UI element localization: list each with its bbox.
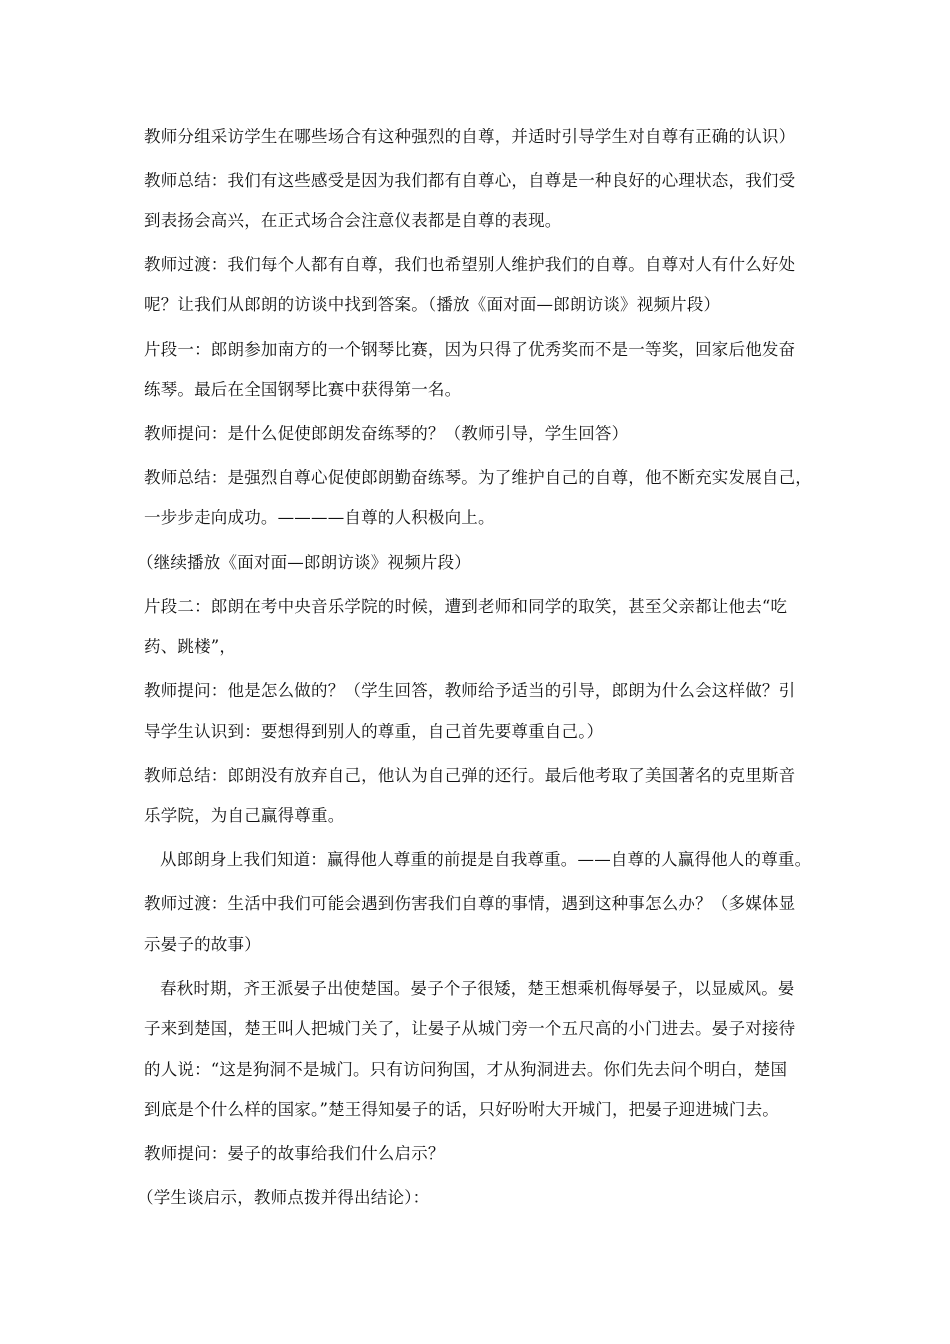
text-line: 呢？让我们从郎朗的访谈中找到答案。（播放《面对面—郎朗访谈》视频片段） [144,295,721,314]
text-line: 一步步走向成功。————自尊的人积极向上。 [144,508,495,527]
text-line: 教师总结：郎朗没有放弃自己，他认为自己弹的还行。最后他考取了美国著名的克里斯音 [144,766,796,785]
text-line: 教师提问：晏子的故事给我们什么启示？ [144,1144,445,1163]
text-line: 教师分组采访学生在哪些场合有这种强烈的自尊，并适时引导学生对自尊有正确的认识） [144,127,796,146]
text-line: 药、跳楼”， [144,637,237,656]
text-line: 的人说：“这是狗洞不是城门。只有访问狗国，才从狗洞进去。你们先去问个明白，楚国 [144,1060,788,1079]
text-line: 从郎朗身上我们知道：赢得他人尊重的前提是自我尊重。——自尊的人赢得他人的尊重。 [160,850,812,869]
text-line: 乐学院，为自己赢得尊重。 [144,806,345,825]
text-line: 教师提问：他是怎么做的？（学生回答，教师给予适当的引导，郎朗为什么会这样做？引 [144,681,796,700]
text-line: 子来到楚国，楚王叫人把城门关了，让晏子从城门旁一个五尺高的小门进去。晏子对接待 [144,1019,796,1038]
text-line: 导学生认识到：要想得到别人的尊重，自己首先要尊重自己。） [144,722,604,741]
text-line: 到表扬会高兴，在正式场合会注意仪表都是自尊的表现。 [144,211,562,230]
text-line: 片段一：郎朗参加南方的一个钢琴比赛，因为只得了优秀奖而不是一等奖，回家后他发奋 [144,340,796,359]
text-line: 春秋时期，齐王派晏子出使楚国。晏子个子很矮，楚王想乘机侮辱晏子，以显威风。晏 [160,979,795,998]
text-line: 教师过渡：我们每个人都有自尊，我们也希望别人维护我们的自尊。自尊对人有什么好处 [144,255,796,274]
text-line: 教师提问：是什么促使郎朗发奋练琴的？（教师引导，学生回答） [144,424,629,443]
text-line: 教师总结：是强烈自尊心促使郎朗勤奋练琴。为了维护自己的自尊，他不断充实发展自己， [144,468,812,487]
text-line: （继续播放《面对面—郎朗访谈》视频片段） [137,553,471,572]
text-line: 教师过渡：生活中我们可能会遇到伤害我们自尊的事情，遇到这种事怎么办？（多媒体显 [144,894,796,913]
text-line: （学生谈启示，教师点拨并得出结论）： [137,1188,430,1207]
text-line: 片段二：郎朗在考中央音乐学院的时候，遭到老师和同学的取笑，甚至父亲都让他去“吃 [144,597,788,616]
text-line: 教师总结：我们有这些感受是因为我们都有自尊心，自尊是一种良好的心理状态，我们受 [144,171,796,190]
text-line: 练琴。最后在全国钢琴比赛中获得第一名。 [144,380,462,399]
text-line: 示晏子的故事） [144,935,261,954]
text-line: 到底是个什么样的国家。”楚王得知晏子的话，只好吩咐大开城门，把晏子迎进城门去。 [144,1100,779,1119]
